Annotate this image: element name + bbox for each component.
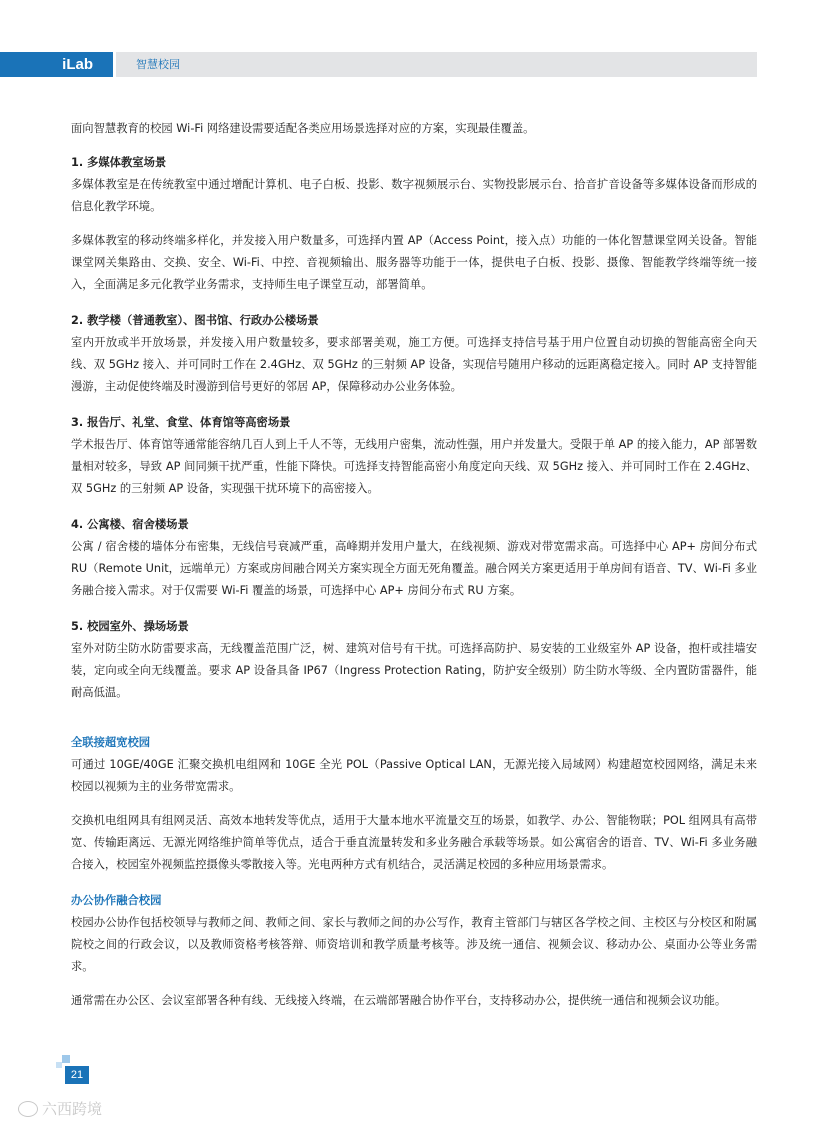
section-heading-3: 3. 报告厅、礼堂、食堂、体育馆等高密场景: [71, 416, 291, 429]
page-number: 21: [65, 1066, 89, 1084]
section-2-paragraph-1: 室内开放或半开放场景，并发接入用户数量较多，要求部署美观，施工方便。可选择支持信号基于用户位置自动切换的智能高密全向天线、双 5GHz 接入、并可同时工作在 2.4GHz、双 5GHz 的三射频 AP 设备，实现信号随用户移动的远距离稳定接入。同时 AP 支持智能漫游，主动促使终端及时漫游到信号更好的邻居 AP，保障移动办公业务体验。: [71, 336, 757, 393]
ilab-logo: iLab: [0, 52, 113, 77]
blue-heading-ultra-broadband: 全联接超宽校园: [71, 736, 151, 749]
watermark-logo-icon: [18, 1101, 38, 1117]
ultra-broadband-paragraph-2: 交换机电组网具有组网灵活、高效本地转发等优点，适用于大量本地水平流量交互的场景，如教学、办公、智能物联；POL 组网具有高带宽、传输距离远、无源光网络维护简单等优点，适合于垂直流量转发和多业务融合承载等场景。如公寓宿舍的语音、TV、Wi-Fi 多业务融合接入，校园室外视频监控摄像头零散接入等。光电两种方式有机结合，灵活满足校园的多种应用场景需求。: [71, 814, 757, 871]
section-heading-1: 1. 多媒体教室场景: [71, 156, 167, 169]
ultra-broadband-paragraph-1: 可通过 10GE/40GE 汇聚交换机电组网和 10GE 全光 POL（Passive Optical LAN，无源光接入局域网）构建超宽校园网络，满足未来校园以视频为主的业务带宽需求。: [71, 758, 757, 793]
section-heading-2: 2. 教学楼（普通教室）、图书馆、行政办公楼场景: [71, 314, 319, 327]
header-bar: [116, 52, 757, 77]
section-3-paragraph-1: 学术报告厅、体育馆等通常能容纳几百人到上千人不等，无线用户密集，流动性强，用户并发量大。受限于单 AP 的接入能力，AP 部署数量相对较多，导致 AP 间同频干扰严重，性能下降快。可选择支持智能高密小角度定向天线、双 5GHz 接入、并可同时工作在 2.4GHz、双 5GHz 的三射频 AP 设备，实现强干扰环境下的高密接入。: [71, 438, 757, 495]
section-heading-4: 4. 公寓楼、宿舍楼场景: [71, 518, 189, 531]
header-title: 智慧校园: [136, 58, 180, 71]
intro-paragraph: 面向智慧教育的校园 Wi-Fi 网络建设需要适配各类应用场景选择对应的方案，实现最佳覆盖。: [71, 122, 535, 135]
section-4-paragraph-1: 公寓 / 宿舍楼的墙体分布密集，无线信号衰减严重，高峰期并发用户量大，在线视频、游戏对带宽需求高。可选择中心 AP+ 房间分布式 RU（Remote Unit，远端单元）方案或房间融合网关方案实现全方面无死角覆盖。融合网关方案更适用于单房间有语音、TV、Wi-Fi 多业务融合接入需求。对于仅需要 Wi-Fi 覆盖的场景，可选择中心 AP+ 房间分布式 RU 方案。: [71, 540, 757, 597]
document-body: [71, 118, 757, 1012]
office-collab-paragraph-2: 通常需在办公区、会议室部署各种有线、无线接入终端，在云端部署融合协作平台，支持移动办公，提供统一通信和视频会议功能。: [71, 994, 727, 1007]
page-header: [0, 52, 757, 77]
blue-heading-office-collab: 办公协作融合校园: [71, 894, 162, 907]
watermark-text: 六西跨境: [42, 1100, 103, 1118]
section-5-paragraph-1: 室外对防尘防水防雷要求高，无线覆盖范围广泛，树、建筑对信号有干扰。可选择高防护、易安装的工业级室外 AP 设备，抱杆或挂墙安装，定向或全向无线覆盖。要求 AP 设备具备 IP67（Ingress Protection Rating，防护安全级别）防尘防水等级、全内置防雷器件，能耐高低温。: [71, 642, 757, 699]
watermark: [18, 1098, 102, 1119]
section-heading-5: 5. 校园室外、操场场景: [71, 620, 189, 633]
section-1-paragraph-2: 多媒体教室的移动终端多样化，并发接入用户数量多，可选择内置 AP（Access Point，接入点）功能的一体化智慧课堂网关设备。智能课堂网关集路由、交换、安全、Wi-Fi、中控、音视频输出、服务器等功能于一体，提供电子白板、投影、摄像、智能教学终端等统一接入，全面满足多元化教学业务需求，支持师生电子课堂互动，部署简单。: [71, 234, 757, 291]
office-collab-paragraph-1: 校园办公协作包括校领导与教师之间、教师之间、家长与教师之间的办公写作，教育主管部门与辖区各学校之间、主校区与分校区和附属院校之间的行政会议，以及教师资格考核答辩、师资培训和教学质量考核等。涉及统一通信、视频会议、移动办公、桌面办公等业务需求。: [71, 916, 757, 973]
page-number-decoration-small: [56, 1062, 62, 1068]
section-1-paragraph-1: 多媒体教室是在传统教室中通过增配计算机、电子白板、投影、数字视频展示台、实物投影展示台、拾音扩音设备等多媒体设备而形成的信息化教学环境。: [71, 178, 757, 213]
page-number-decoration: [62, 1055, 70, 1063]
